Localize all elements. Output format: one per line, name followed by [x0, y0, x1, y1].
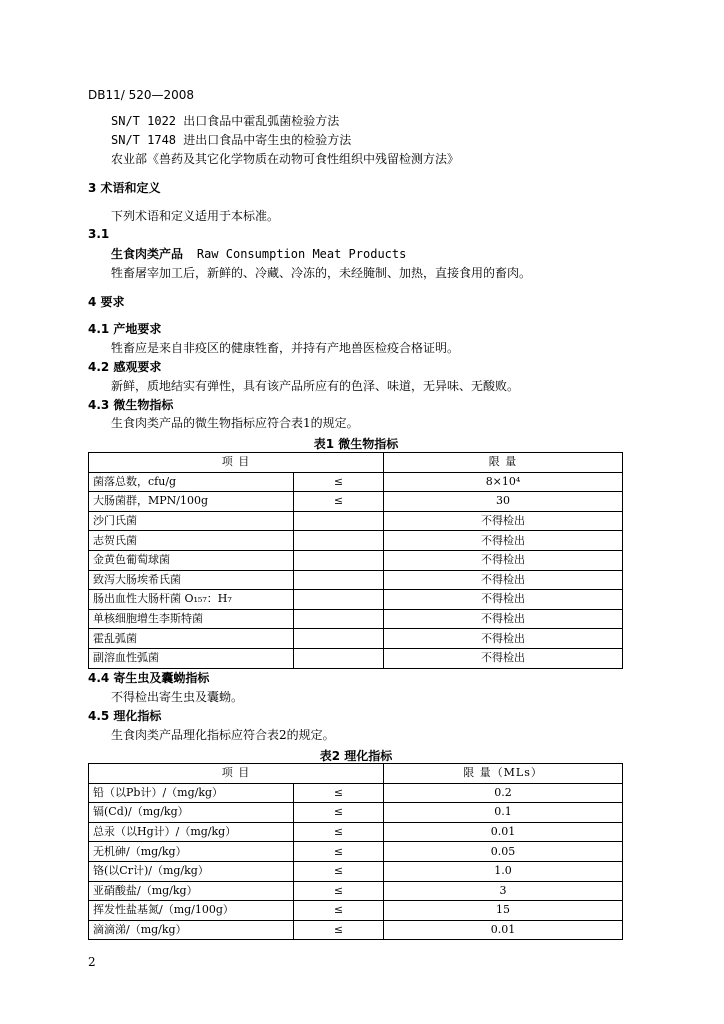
cell-operator	[294, 570, 384, 590]
cell-operator: ≤	[294, 783, 384, 803]
table-title: 表2 理化指标	[319, 749, 393, 763]
table-row	[89, 803, 623, 823]
cell-item: 志贺氏菌	[89, 531, 294, 551]
cell-item: 总汞（以Hg计）/（mg/kg）	[89, 822, 294, 842]
paragraph: 下列术语和定义适用于本标准。	[111, 209, 280, 223]
paragraph: 不得检出寄生虫及囊蚴。	[111, 690, 244, 704]
cell-item: 亚硝酸盐/（mg/kg）	[89, 881, 294, 901]
cell-limit: 0.1	[384, 803, 623, 823]
clause-number: 3.1	[88, 227, 110, 241]
reference-line: 农业部《兽药及其它化学物质在动物可食性组织中残留检测方法》	[111, 152, 460, 166]
page-number: 2	[88, 955, 96, 969]
column-header-limit: 限 量	[384, 453, 623, 473]
paragraph: 新鲜，质地结实有弹性，具有该产品所应有的色泽、味道，无异味、无酸败。	[111, 379, 520, 393]
cell-item: 铅（以Pb计）/（mg/kg）	[89, 783, 294, 803]
cell-operator: ≤	[294, 842, 384, 862]
microbial-table	[88, 452, 623, 669]
cell-limit: 15	[384, 901, 623, 921]
cell-limit: 0.01	[384, 822, 623, 842]
table-row	[89, 492, 623, 512]
cell-operator: ≤	[294, 901, 384, 921]
cell-limit: 不得检出	[384, 531, 623, 551]
section-heading: 4 要求	[88, 295, 125, 309]
cell-limit: 不得检出	[384, 629, 623, 649]
subsection-heading: 4.5 理化指标	[88, 709, 162, 723]
paragraph: 生食肉类产品理化指标应符合表2的规定。	[111, 728, 335, 742]
cell-operator: ≤	[294, 472, 384, 492]
cell-item: 金黄色葡萄球菌	[89, 550, 294, 570]
table-header-row	[89, 453, 623, 473]
table-row	[89, 822, 623, 842]
physicochemical-table	[88, 763, 623, 940]
paragraph: 生食肉类产品的微生物指标应符合表1的规定。	[111, 416, 359, 430]
subsection-heading: 4.2 感观要求	[88, 360, 162, 374]
cell-operator	[294, 511, 384, 531]
cell-item: 沙门氏菌	[89, 511, 294, 531]
cell-limit: 不得检出	[384, 609, 623, 629]
table-row	[89, 920, 623, 940]
cell-item: 滴滴涕/（mg/kg）	[89, 920, 294, 940]
cell-operator	[294, 648, 384, 668]
cell-operator	[294, 531, 384, 551]
cell-limit: 1.0	[384, 861, 623, 881]
column-header-item: 项 目	[89, 764, 384, 784]
table-row	[89, 590, 623, 610]
table-row	[89, 531, 623, 551]
table-row	[89, 648, 623, 668]
cell-limit: 3	[384, 881, 623, 901]
table-row	[89, 842, 623, 862]
cell-operator	[294, 550, 384, 570]
cell-operator	[294, 590, 384, 610]
column-header-limit: 限 量（MLs）	[384, 764, 623, 784]
table-row	[89, 881, 623, 901]
cell-operator: ≤	[294, 492, 384, 512]
table-header-row	[89, 764, 623, 784]
cell-item: 铬(以Cr计)/（mg/kg）	[89, 861, 294, 881]
cell-limit: 不得检出	[384, 590, 623, 610]
table-row	[89, 783, 623, 803]
table-title: 表1 微生物指标	[313, 437, 399, 451]
cell-limit: 8×10⁴	[384, 472, 623, 492]
cell-item: 无机砷/（mg/kg）	[89, 842, 294, 862]
table-row	[89, 472, 623, 492]
cell-operator: ≤	[294, 920, 384, 940]
cell-operator: ≤	[294, 803, 384, 823]
table-row	[89, 609, 623, 629]
reference-line: SN/T 1022 出口食品中霍乱弧菌检验方法	[111, 114, 340, 128]
cell-item: 大肠菌群，MPN/100g	[89, 492, 294, 512]
cell-item: 肠出血性大肠杆菌 O₁₅₇：H₇	[89, 590, 294, 610]
cell-operator	[294, 609, 384, 629]
term-definition: 牲畜屠宰加工后，新鲜的、冷藏、冷冻的，未经腌制、加热，直接食用的畜肉。	[111, 266, 532, 280]
section-heading: 3 术语和定义	[88, 181, 161, 195]
table-row	[89, 511, 623, 531]
table-row	[89, 570, 623, 590]
cell-item: 致泻大肠埃希氏菌	[89, 570, 294, 590]
cell-item: 菌落总数，cfu/g	[89, 472, 294, 492]
table-row	[89, 901, 623, 921]
paragraph: 牲畜应是来自非疫区的健康牲畜，并持有产地兽医检疫合格证明。	[111, 341, 460, 355]
cell-limit: 不得检出	[384, 648, 623, 668]
term-en: Raw Consumption Meat Products	[196, 247, 407, 261]
cell-operator	[294, 629, 384, 649]
table-row	[89, 861, 623, 881]
cell-item: 霍乱弧菌	[89, 629, 294, 649]
reference-line: SN/T 1748 进出口食品中寄生虫的检验方法	[111, 133, 352, 147]
table-row	[89, 629, 623, 649]
subsection-heading: 4.4 寄生虫及囊蚴指标	[88, 671, 210, 685]
cell-limit: 不得检出	[384, 550, 623, 570]
cell-item: 单核细胞增生李斯特菌	[89, 609, 294, 629]
cell-limit: 不得检出	[384, 570, 623, 590]
cell-operator: ≤	[294, 881, 384, 901]
cell-item: 副溶血性弧菌	[89, 648, 294, 668]
cell-limit: 不得检出	[384, 511, 623, 531]
term-line	[111, 247, 406, 261]
table-row	[89, 550, 623, 570]
cell-limit: 0.2	[384, 783, 623, 803]
term-cn: 生食肉类产品	[111, 247, 184, 261]
cell-limit: 0.01	[384, 920, 623, 940]
cell-item: 镉(Cd)/（mg/kg）	[89, 803, 294, 823]
cell-limit: 30	[384, 492, 623, 512]
cell-operator: ≤	[294, 822, 384, 842]
subsection-heading: 4.1 产地要求	[88, 322, 162, 336]
cell-operator: ≤	[294, 861, 384, 881]
cell-limit: 0.05	[384, 842, 623, 862]
document-header: DB11/ 520—2008	[88, 88, 195, 102]
subsection-heading: 4.3 微生物指标	[88, 398, 174, 412]
column-header-item: 项 目	[89, 453, 384, 473]
cell-item: 挥发性盐基氮/（mg/100g）	[89, 901, 294, 921]
